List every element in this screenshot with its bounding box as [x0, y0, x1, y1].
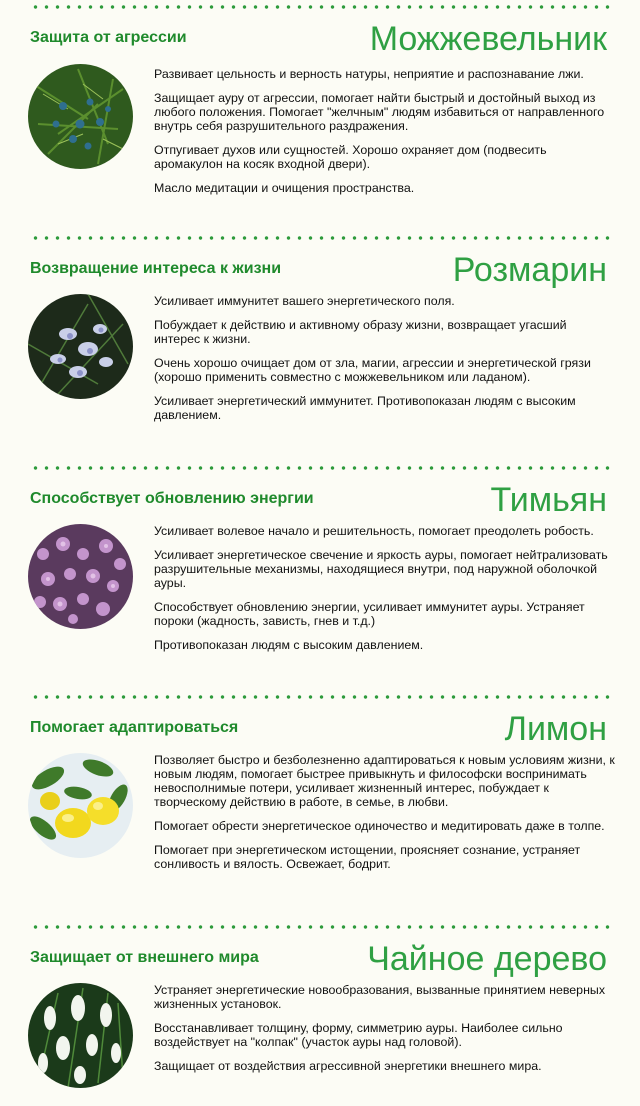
section-title: Тимьян [490, 481, 607, 519]
section-title: Лимон [504, 710, 607, 748]
section-subtitle: Помогает адаптироваться [30, 719, 239, 736]
paragraph: Масло медитации и очищения пространства. [154, 181, 415, 195]
dotted-divider [30, 925, 612, 929]
dotted-divider [30, 236, 612, 240]
paragraph: Развивает цельность и верность натуры, неприятие и распознавание лжи. [154, 67, 584, 81]
paragraph: Восстанавливает толщину, форму, симметрию ауры. Наиболее сильно воздействует на "колпак" (участок ауры над головой). [154, 1021, 563, 1049]
section-description [154, 983, 616, 1083]
paragraph: Позволяет быстро и безболезненно адаптироваться к новым условиям жизни, к новым людям, помогает быстрее привыкнуть и философски воспринимать невосполнимые потери, усиливает жизненный интерес, побуждает к творческому действию в работе, в семье, в любви. [154, 753, 615, 809]
paragraph: Устраняет энергетические новообразования, вызванные принятием неверных жизненных установок. [154, 983, 606, 1011]
dotted-divider [30, 5, 612, 9]
paragraph: Усиливает энергетический иммунитет. Противопоказан людям с высоким давлением. [154, 394, 576, 422]
section-description [154, 294, 616, 432]
paragraph: Защищает ауру от агрессии, помогает найти быстрый и достойный выход из любого положения. Помогает "желчным" людям избавиться от направленного внутрь себя разрушительного раздражения. [154, 91, 605, 133]
juniper-photo [28, 64, 133, 169]
section-description [154, 753, 616, 881]
section-subtitle: Защищает от внешнего мира [30, 949, 259, 966]
section-description [154, 67, 616, 205]
lemon-photo [28, 753, 133, 858]
rosemary-photo [28, 294, 133, 399]
paragraph: Отпугивает духов или сущностей. Хорошо охраняет дом (подвесить аромакулон на косяк входной двери). [154, 143, 547, 171]
dotted-divider [30, 466, 612, 470]
section-subtitle: Защита от агрессии [30, 29, 187, 46]
paragraph: Усиливает энергетическое свечение и яркость ауры, помогает нейтрализовать разрушительные механизмы, находящиеся внутри, под наружной оболочкой ауры. [154, 548, 608, 590]
paragraph: Помогает обрести энергетическое одиночество и медитировать даже в толпе. [154, 819, 605, 833]
section-title: Можжевельник [369, 20, 607, 58]
dotted-divider [30, 695, 612, 699]
paragraph: Противопоказан людям с высоким давлением. [154, 638, 424, 652]
paragraph: Очень хорошо очищает дом от зла, магии, агрессии и энергетической грязи (хорошо применить совместно с можжевельником или ладаном). [154, 356, 591, 384]
paragraph: Защищает от воздействия агрессивной энергетики внешнего мира. [154, 1059, 542, 1073]
thyme-photo [28, 524, 133, 629]
paragraph: Усиливает волевое начало и решительность, помогает преодолеть робость. [154, 524, 594, 538]
section-title: Розмарин [452, 251, 607, 289]
section-title: Чайное дерево [367, 940, 607, 978]
paragraph: Помогает при энергетическом истощении, проясняет сознание, устраняет сонливость и вялость. Освежает, бодрит. [154, 843, 581, 871]
section-description [154, 524, 616, 662]
section-subtitle: Возвращение интереса к жизни [30, 260, 282, 277]
paragraph: Способствует обновлению энергии, усиливает иммунитет ауры. Устраняет пороки (жадность, зависть, гнев и т.д.) [154, 600, 585, 628]
paragraph: Побуждает к действию и активному образу жизни, возвращает угасший интерес к жизни. [154, 318, 567, 346]
tea-tree-photo [28, 983, 133, 1088]
paragraph: Усиливает иммунитет вашего энергетического поля. [154, 294, 455, 308]
section-subtitle: Способствует обновлению энергии [30, 490, 314, 507]
